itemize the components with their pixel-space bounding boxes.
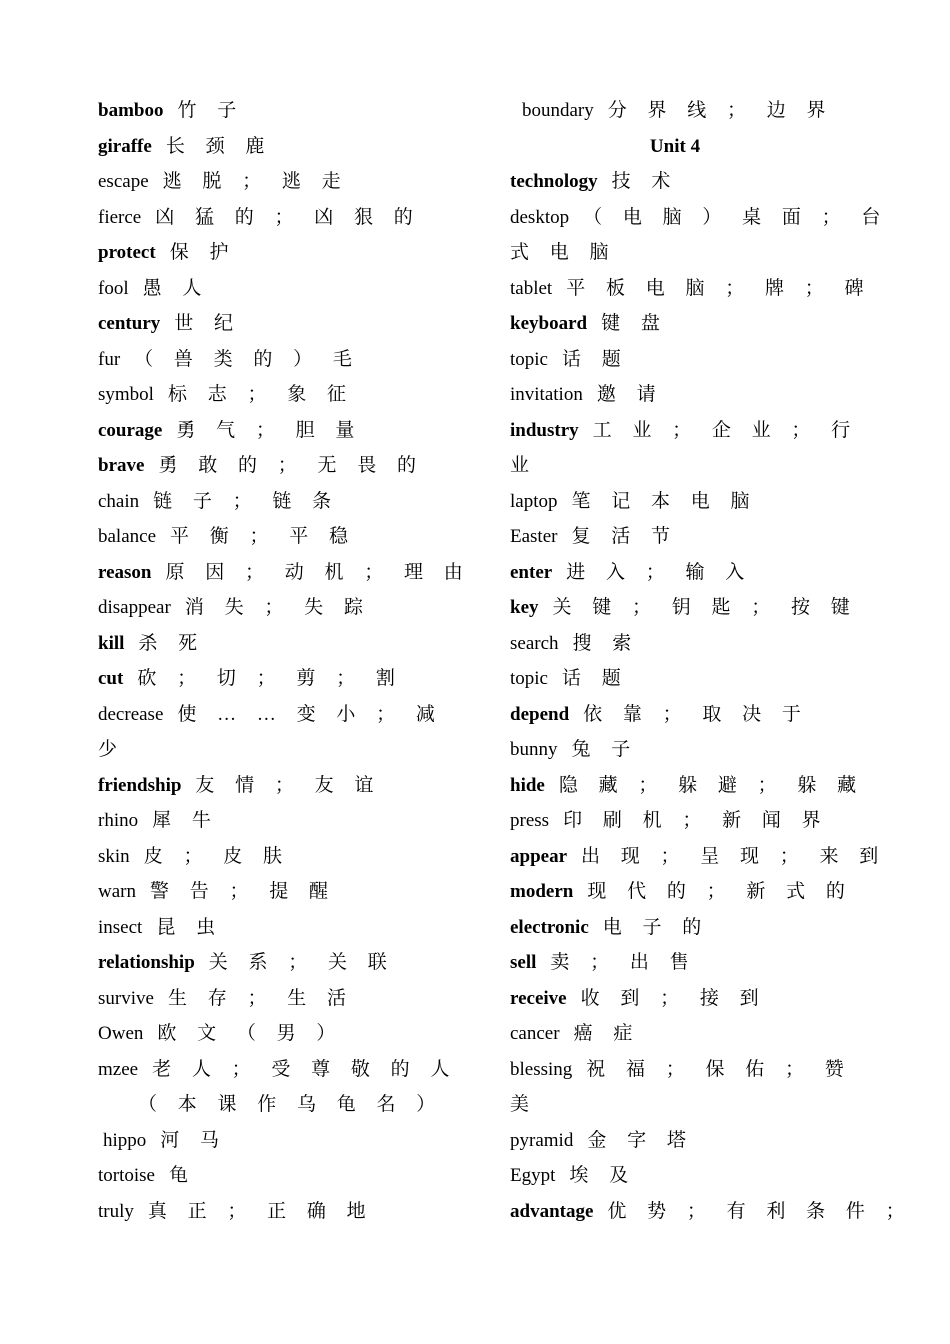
vocab-word: cancer [510, 1023, 560, 1044]
vocab-entry [98, 448, 428, 484]
vocab-meaning: 原 因 ； 动 机 ； 理 由 [165, 561, 471, 583]
vocab-entry [98, 1158, 428, 1194]
vocab-meaning: 依 靠 ； 取 决 于 [583, 703, 809, 725]
vocab-meaning: 卖 ； 出 售 [550, 952, 697, 973]
vocab-word: bunny [510, 739, 558, 760]
vocab-entry [98, 519, 428, 555]
left-column [98, 93, 471, 1229]
vocab-meaning: 平 衡 ； 平 稳 [170, 526, 357, 547]
vocab-meaning: 保 护 [169, 242, 237, 263]
vocab-entry [98, 93, 428, 129]
vocab-entry [510, 697, 840, 733]
vocab-entry [98, 555, 471, 591]
vocab-word: fur [98, 348, 121, 370]
vocab-word: friendship [98, 774, 182, 796]
vocab-word: century [98, 313, 161, 334]
vocab-meaning: 兔 子 [571, 739, 639, 760]
vocab-entry [510, 377, 840, 413]
vocab-entry [98, 910, 428, 946]
vocab-word: brave [98, 455, 145, 476]
vocab-entry [510, 910, 840, 946]
vocab-word: tortoise [98, 1165, 155, 1186]
vocab-meaning: 世 纪 [174, 313, 242, 334]
vocab-word: rhino [98, 810, 139, 831]
vocab-entry [98, 200, 428, 236]
vocab-word: topic [510, 668, 548, 689]
vocab-meaning: 金 字 塔 [587, 1129, 694, 1151]
vocab-meaning: 真 正 ； 正 确 地 [147, 1200, 374, 1222]
vocab-entry [98, 981, 428, 1017]
vocab-entry [510, 271, 872, 307]
vocab-entry [98, 768, 428, 804]
meaning-continuation: 式 电 脑 [510, 242, 617, 263]
vocab-entry [98, 377, 428, 413]
vocab-meaning: 优 势 ； 有 利 条 件 ； [607, 1200, 913, 1222]
vocab-meaning: 消 失 ； 失 踪 [184, 597, 371, 618]
vocab-meaning: 生 存 ； 生 活 [167, 987, 354, 1009]
vocab-meaning: 长 颈 鹿 [165, 135, 273, 157]
vocab-meaning: 标 志 ； 象 征 [167, 384, 354, 405]
vocab-word: industry [510, 419, 579, 441]
vocab-entry [510, 768, 865, 804]
vocab-meaning: （ 电 脑 ） 桌 面 ； 台 [583, 206, 889, 228]
vocab-meaning: 收 到 ； 接 到 [580, 987, 767, 1009]
vocab-meaning: 关 键 ； 钥 匙 ； 按 键 [552, 597, 858, 618]
vocab-entry [510, 164, 840, 200]
vocab-entry [98, 129, 428, 165]
vocab-entry [510, 519, 840, 555]
vocab-meaning: 砍 ； 切 ； 剪 ； 割 [137, 668, 403, 689]
vocab-meaning: 进 入 ； 输 入 [566, 561, 753, 583]
vocab-word: symbol [98, 384, 154, 405]
vocab-entry [510, 732, 840, 768]
vocab-entry [98, 1052, 458, 1088]
vocab-entry [510, 306, 840, 342]
vocab-word: bamboo [98, 100, 164, 121]
vocab-meaning: 凶 猛 的 ； 凶 狠 的 [155, 206, 421, 228]
vocab-meaning: 警 告 ； 提 醒 [149, 881, 336, 902]
vocab-entry [98, 1194, 428, 1230]
vocab-meaning: 愚 人 [142, 277, 210, 299]
vocab-meaning: 犀 牛 [152, 810, 219, 831]
vocab-word: receive [510, 987, 567, 1009]
vocab-meaning: 老 人 ； 受 尊 敬 的 人 [152, 1058, 458, 1080]
vocab-word: keyboard [510, 313, 588, 334]
vocab-entry [98, 413, 428, 449]
right-column [510, 93, 913, 1229]
vocab-meaning: 杀 死 [138, 632, 206, 654]
vocab-entry [510, 413, 859, 449]
vocab-word: Easter [510, 526, 558, 547]
vocab-entry [98, 697, 443, 733]
vocab-entry [98, 626, 428, 662]
vocab-entry [510, 661, 840, 697]
vocab-entry [510, 945, 840, 981]
vocab-meaning: 欧 文 （ 男 ） [157, 1023, 344, 1044]
vocab-meaning: 逃 脱 ； 逃 走 [162, 171, 349, 192]
vocab-word: pyramid [510, 1129, 574, 1151]
vocab-word: mzee [98, 1058, 139, 1080]
vocab-meaning: 龟 [169, 1165, 197, 1186]
vocab-meaning: 平 板 电 脑 ； 牌 ； 碑 [566, 277, 872, 299]
vocab-word: warn [98, 881, 136, 902]
vocab-meaning: 电 子 的 [602, 916, 710, 938]
meaning-continuation: 业 [510, 455, 538, 476]
vocab-word: electronic [510, 916, 589, 938]
vocab-meaning: 印 刷 机 ； 新 闻 界 [563, 810, 829, 831]
vocab-entry [510, 1123, 840, 1159]
vocab-meaning: 昆 虫 [156, 916, 224, 938]
meaning-continuation: 美 [510, 1094, 538, 1115]
vocab-word: fool [98, 277, 129, 299]
vocab-word: boundary [522, 100, 594, 121]
vocab-entry [510, 93, 840, 129]
vocab-entry [510, 874, 853, 910]
vocab-meaning: 工 业 ； 企 业 ； 行 [592, 419, 859, 441]
vocab-meaning: 祝 福 ； 保 佑 ； 赞 [586, 1058, 852, 1080]
vocab-meaning: 现 代 的 ； 新 式 的 [587, 881, 853, 902]
vocab-word: balance [98, 526, 157, 547]
vocab-entry [510, 1194, 913, 1230]
vocab-meaning: （ 兽 类 的 ） 毛 [134, 348, 360, 370]
vocab-entry [510, 1052, 852, 1088]
vocab-word: desktop [510, 206, 570, 228]
vocab-word: giraffe [98, 135, 152, 157]
vocab-word: relationship [98, 952, 195, 973]
unit-heading: Unit 4 [649, 135, 701, 157]
vocab-word: survive [98, 987, 154, 1009]
vocab-meaning: 隐 藏 ； 躲 避 ； 躲 藏 [558, 774, 865, 796]
vocab-meaning: 分 界 线 ； 边 界 [607, 100, 834, 121]
vocab-word: hide [510, 774, 545, 796]
vocab-word: topic [510, 348, 548, 370]
vocab-meaning: 复 活 节 [571, 526, 678, 547]
vocab-word: escape [98, 171, 149, 192]
vocab-entry [98, 945, 428, 981]
vocab-entry [510, 484, 840, 520]
vocab-entry [510, 200, 889, 236]
vocab-word: Owen [98, 1023, 144, 1044]
vocab-word: tablet [510, 277, 553, 299]
vocab-meaning: 话 题 [562, 668, 629, 689]
meaning-continuation: （ 本 课 作 乌 龟 名 ） [138, 1094, 444, 1115]
vocab-meaning: 使 … … 变 小 ； 减 [177, 703, 443, 725]
vocab-word: fierce [98, 206, 142, 228]
vocab-word: decrease [98, 703, 164, 725]
vocab-entry [98, 484, 428, 520]
vocab-meaning: 皮 ； 皮 肤 [143, 845, 290, 867]
vocab-meaning: 搜 索 [572, 632, 640, 654]
vocab-entry [98, 271, 428, 307]
vocab-entry [510, 981, 840, 1017]
vocab-word: depend [510, 703, 570, 725]
vocab-word: appear [510, 845, 567, 867]
vocab-word: chain [98, 490, 140, 512]
vocab-entry [510, 839, 887, 875]
vocab-word: invitation [510, 384, 583, 405]
vocab-entry [510, 590, 858, 626]
vocab-entry [510, 626, 840, 662]
vocab-entry [98, 164, 428, 200]
vocab-word: insect [98, 916, 143, 938]
vocab-entry [510, 1158, 840, 1194]
vocab-meaning: 关 系 ； 关 联 [208, 952, 395, 973]
vocab-meaning: 河 马 [160, 1129, 228, 1151]
vocab-meaning: 话 题 [562, 348, 629, 370]
vocab-meaning: 友 情 ； 友 谊 [195, 774, 382, 796]
meaning-continuation: 少 [98, 739, 126, 760]
vocab-entry [510, 803, 840, 839]
vocab-meaning: 链 子 ； 链 条 [153, 490, 340, 512]
vocab-meaning: 技 术 [611, 171, 679, 192]
vocab-word: advantage [510, 1200, 594, 1222]
vocab-entry [98, 306, 428, 342]
vocab-meaning: 竹 子 [177, 100, 245, 121]
vocab-meaning: 出 现 ； 呈 现 ； 来 到 [581, 845, 887, 867]
vocab-word: courage [98, 419, 163, 441]
vocab-word: press [510, 810, 550, 831]
vocab-entry [98, 874, 428, 910]
vocab-entry [98, 839, 428, 875]
vocab-word: skin [98, 845, 130, 867]
vocab-meaning: 笔 记 本 电 脑 [571, 490, 758, 512]
vocab-meaning: 勇 气 ； 胆 量 [176, 419, 363, 441]
vocab-word: truly [98, 1200, 134, 1222]
vocab-word: kill [98, 632, 125, 654]
vocab-entry [510, 555, 840, 591]
vocab-entry [98, 1123, 428, 1159]
vocab-word: enter [510, 561, 553, 583]
vocab-entry [510, 1016, 840, 1052]
vocab-word: reason [98, 561, 152, 583]
vocab-meaning: 癌 症 [573, 1023, 641, 1044]
vocab-entry [98, 1016, 428, 1052]
vocab-word: Egypt [510, 1165, 556, 1186]
vocab-entry [98, 661, 428, 697]
vocab-word: key [510, 597, 539, 618]
vocab-meaning: 勇 敢 的 ； 无 畏 的 [158, 455, 424, 476]
vocab-meaning: 埃 及 [569, 1165, 637, 1186]
vocab-word: modern [510, 881, 574, 902]
vocab-entry [510, 342, 840, 378]
vocab-word: cut [98, 668, 124, 689]
vocab-word: blessing [510, 1058, 573, 1080]
vocab-word: laptop [510, 490, 558, 512]
vocab-word: search [510, 632, 559, 654]
vocab-meaning: 邀 请 [596, 384, 664, 405]
vocab-entry [98, 235, 428, 271]
vocab-entry [98, 803, 428, 839]
vocab-word: hippo [103, 1129, 147, 1151]
vocab-meaning: 键 盘 [601, 313, 668, 334]
vocab-entry [98, 590, 428, 626]
vocab-entry [98, 342, 428, 378]
vocab-word: sell [510, 952, 537, 973]
vocab-word: technology [510, 171, 598, 192]
vocab-word: protect [98, 242, 156, 263]
vocab-word: disappear [98, 597, 171, 618]
